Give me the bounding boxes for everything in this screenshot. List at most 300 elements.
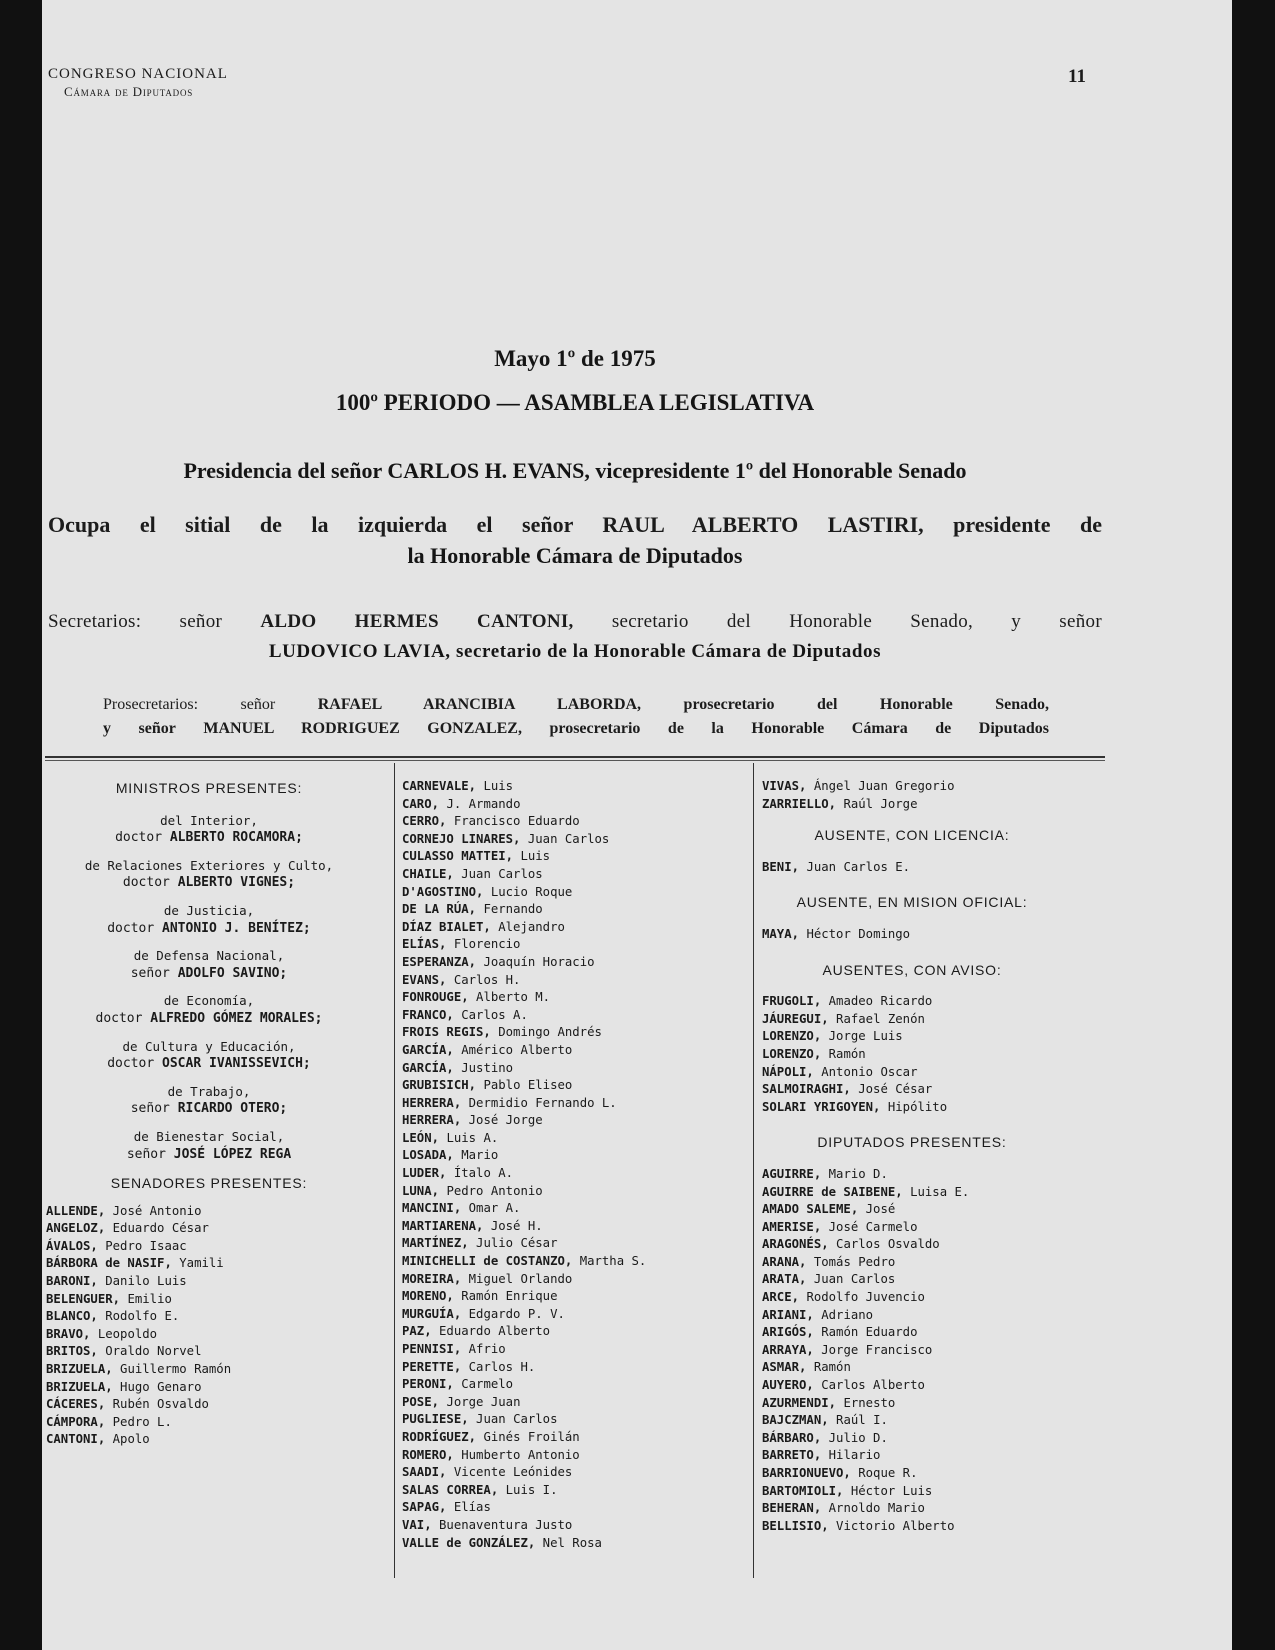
- surname: LUNA,: [402, 1183, 440, 1198]
- given-name: Eduardo Alberto: [439, 1324, 551, 1339]
- secretaries-line-2: [48, 641, 1102, 663]
- surname: BELENGUER,: [46, 1291, 121, 1306]
- minister-line: [46, 1055, 372, 1073]
- minister-line: [46, 1010, 372, 1028]
- minister-title: señor: [126, 1146, 166, 1162]
- name-entry: [402, 1147, 742, 1165]
- name-entry: [402, 1024, 742, 1042]
- surname: LORENZO,: [762, 1046, 822, 1061]
- name-entry: [762, 1307, 1062, 1325]
- surname: SAPAG,: [402, 1500, 447, 1515]
- surname: LUDER,: [402, 1166, 447, 1181]
- name-entry: [402, 1411, 742, 1429]
- name-entry: [46, 1343, 372, 1361]
- minister-title: doctor: [107, 1056, 155, 1072]
- name-entry: [402, 1253, 742, 1271]
- surname: MARTIARENA,: [402, 1218, 484, 1233]
- given-name: Edgardo P. V.: [468, 1306, 565, 1321]
- minister-name: OSCAR IVANISSEVICH;: [162, 1056, 311, 1072]
- name-entry: [762, 1166, 1062, 1184]
- minister-name: ANTONIO J. BENÍTEZ;: [162, 920, 311, 936]
- name-entry: [402, 1359, 742, 1377]
- minister-title: señor: [130, 1101, 170, 1117]
- given-name: José Carmelo: [828, 1219, 918, 1234]
- name-entry: [762, 1011, 1062, 1029]
- name-entry: [762, 1395, 1062, 1413]
- surname: SAADI,: [402, 1465, 447, 1480]
- session-period: 100º PERIODO — ASAMBLEA LEGISLATIVA: [335, 390, 815, 415]
- secretary-1: ALDO HERMES CANTONI,: [260, 611, 574, 632]
- name-entry: [46, 1220, 372, 1238]
- name-entry: [762, 1342, 1062, 1360]
- prosecretaries-end: prosecretario de la Honorable Cámara de Diputados: [549, 720, 1050, 737]
- surname: AZURMENDI,: [762, 1395, 837, 1410]
- name-entry: [402, 1235, 742, 1253]
- surname: CHAILE,: [402, 866, 454, 881]
- page-number: 11: [1068, 66, 1086, 87]
- name-entry: [402, 1218, 742, 1236]
- given-name: José César: [858, 1082, 933, 1097]
- name-entry: [762, 1500, 1062, 1518]
- minister-entry: [46, 1083, 372, 1118]
- name-entry: [762, 1028, 1062, 1046]
- given-name: Eduardo César: [112, 1221, 209, 1236]
- given-name: José: [865, 1202, 896, 1217]
- surname: PERETTE,: [402, 1359, 462, 1374]
- minister-entry: [46, 992, 372, 1027]
- name-entry: [46, 1203, 372, 1221]
- given-name: Emilio: [127, 1291, 172, 1306]
- absent-notice-heading: AUSENTES, CON AVISO:: [822, 961, 1002, 978]
- prosecretaries-label: Prosecretarios: señor: [103, 696, 276, 713]
- name-entry: [762, 1099, 1062, 1117]
- given-name: Mario D.: [828, 1166, 888, 1181]
- ministry: de Trabajo,: [167, 1083, 251, 1099]
- surname: AMERISE,: [762, 1219, 822, 1234]
- given-name: Oraldo Norvel: [105, 1344, 202, 1359]
- given-name: Juan Carlos: [476, 1412, 558, 1427]
- minister-entry: [46, 1038, 372, 1073]
- given-name: Raúl I.: [836, 1413, 888, 1428]
- given-name: Carlos Alberto: [821, 1378, 925, 1393]
- name-entry: [762, 778, 1062, 796]
- name-entry: [402, 1306, 742, 1324]
- minister-entry: [46, 857, 372, 892]
- name-entry: [46, 1308, 372, 1326]
- name-entry: [402, 1429, 742, 1447]
- name-entry: [762, 1064, 1062, 1082]
- minister-entry: [46, 812, 372, 847]
- surname: CULASSO MATTEI,: [402, 849, 514, 864]
- given-name: Fernando: [483, 902, 543, 917]
- left-seat-line-1: Ocupa el sitial de la izquierda el señor RAUL ALBERTO LASTIRI, presidente de: [48, 512, 1102, 537]
- deputies-heading: DIPUTADOS PRESENTES:: [817, 1134, 1007, 1151]
- absent-mission-list: [762, 926, 1062, 944]
- name-entry: [762, 1289, 1062, 1307]
- prosecretaries-y: y señor: [103, 720, 176, 737]
- surname: FROIS REGIS,: [402, 1025, 491, 1040]
- senators-list-2: [402, 778, 742, 1552]
- minister-name: ALFREDO GÓMEZ MORALES;: [150, 1010, 323, 1026]
- surname: MARTÍNEZ,: [402, 1236, 469, 1251]
- surname: PAZ,: [402, 1324, 432, 1339]
- name-entry: [402, 1447, 742, 1465]
- surname: AUYERO,: [762, 1378, 814, 1393]
- surname: VAI,: [402, 1517, 432, 1532]
- prosecretaries-line-2: [103, 720, 1049, 738]
- name-entry: [46, 1361, 372, 1379]
- minister-name: JOSÉ LÓPEZ REGA: [173, 1146, 292, 1162]
- surname: CARO,: [402, 796, 440, 811]
- given-name: Hipólito: [887, 1099, 948, 1114]
- absent-leave-heading: AUSENTE, CON LICENCIA:: [814, 827, 1010, 844]
- surname: BENI,: [762, 859, 800, 874]
- minister-entry: [46, 947, 372, 982]
- column-1: [46, 776, 372, 1449]
- surname: POSE,: [402, 1394, 440, 1409]
- surname: FRUGOLI,: [762, 994, 822, 1009]
- minister-line: [46, 1100, 372, 1118]
- name-entry: [762, 1219, 1062, 1237]
- given-name: Afrio: [468, 1342, 506, 1356]
- surname: RODRÍGUEZ,: [402, 1429, 477, 1444]
- name-entry: [46, 1255, 372, 1273]
- name-entry: [762, 1254, 1062, 1272]
- surname: MURGUÍA,: [402, 1306, 462, 1321]
- given-name: Victorio Alberto: [836, 1518, 955, 1533]
- given-name: Pedro Antonio: [446, 1183, 543, 1198]
- name-entry: [402, 866, 742, 884]
- surname: ÁVALOS,: [46, 1238, 98, 1253]
- surname: DE LA RÚA,: [402, 902, 477, 917]
- column-3: [762, 778, 1062, 1535]
- surname: BELLISIO,: [762, 1518, 829, 1533]
- surname: LOSADA,: [402, 1148, 454, 1163]
- name-entry: [46, 1379, 372, 1397]
- given-name: Florencio: [453, 937, 521, 952]
- given-name: Martha S.: [579, 1254, 647, 1269]
- given-name: Arnoldo Mario: [828, 1501, 925, 1516]
- name-entry: [762, 1518, 1062, 1536]
- surname: BÁRBARO,: [762, 1430, 822, 1445]
- name-entry: [402, 1060, 742, 1078]
- surname: CARNEVALE,: [402, 779, 477, 793]
- surname: ARATA,: [762, 1272, 807, 1287]
- prosecretaries-line-1: [103, 696, 1049, 714]
- given-name: Antonio Oscar: [821, 1064, 918, 1079]
- given-name: Vicente Leónides: [453, 1465, 573, 1480]
- secretaries-mid: secretario del Honorable Senado, y señor: [611, 611, 1102, 632]
- name-entry: [762, 1430, 1062, 1448]
- surname: BLANCO,: [46, 1309, 98, 1324]
- given-name: Jorge Juan: [446, 1394, 521, 1409]
- name-entry: [762, 1377, 1062, 1395]
- surname: BRITOS,: [46, 1344, 98, 1359]
- secretaries-end: secretario de la Honorable Cámara de Diputados: [455, 641, 882, 662]
- name-entry: [46, 1431, 372, 1449]
- given-name: Roque R.: [858, 1466, 918, 1480]
- name-entry: [402, 813, 742, 831]
- minister-title: doctor: [107, 920, 155, 936]
- name-entry: [762, 796, 1062, 814]
- given-name: José Jorge: [468, 1113, 543, 1128]
- absent-mission-heading: AUSENTE, EN MISION OFICIAL:: [796, 894, 1028, 911]
- given-name: Luis A.: [446, 1130, 499, 1145]
- given-name: Domingo Andrés: [498, 1025, 602, 1040]
- minister-name: ADOLFO SAVINO;: [177, 965, 288, 981]
- name-entry: [402, 1271, 742, 1289]
- given-name: Luisa E.: [910, 1184, 970, 1199]
- name-entry: [402, 796, 742, 814]
- name-entry: [402, 1482, 742, 1500]
- surname: SOLARI YRIGOYEN,: [762, 1099, 881, 1114]
- name-entry: [46, 1414, 372, 1432]
- name-entry: [402, 1323, 742, 1341]
- surname: D'AGOSTINO,: [402, 884, 484, 899]
- name-entry: [402, 1288, 742, 1306]
- surname: JÁUREGUI,: [762, 1011, 829, 1026]
- ministry: de Defensa Nacional,: [133, 948, 285, 964]
- secretaries-line-1: [48, 611, 1102, 633]
- ministers-list: [46, 812, 372, 1164]
- given-name: Luis: [520, 849, 551, 864]
- surname: SALMOIRAGHI,: [762, 1082, 851, 1097]
- surname: BARONI,: [46, 1274, 98, 1289]
- name-entry: [762, 1081, 1062, 1099]
- surname: BRAVO,: [46, 1326, 91, 1341]
- name-entry: [402, 1464, 742, 1482]
- name-entry: [762, 1271, 1062, 1289]
- surname: BARRIONUEVO,: [762, 1466, 851, 1480]
- surname: CORNEJO LINARES,: [402, 831, 521, 846]
- given-name: Pedro L.: [112, 1414, 172, 1429]
- name-entry: [402, 831, 742, 849]
- given-name: Danilo Luis: [105, 1274, 187, 1289]
- surname: CÁCERES,: [46, 1397, 106, 1412]
- absent-leave-list: [762, 859, 1062, 877]
- name-entry: [46, 1273, 372, 1291]
- name-entry: [402, 848, 742, 866]
- name-entry: [762, 1201, 1062, 1219]
- surname: DÍAZ BIALET,: [402, 919, 491, 934]
- name-entry: [402, 1165, 742, 1183]
- given-name: Guillermo Ramón: [120, 1362, 232, 1377]
- surname: BRIZUELA,: [46, 1379, 113, 1394]
- presidency-line: Presidencia del señor CARLOS H. EVANS, vicepresidente 1º del Honorable Senado: [183, 458, 967, 483]
- given-name: Rafael Zenón: [836, 1011, 925, 1026]
- name-entry: [402, 1517, 742, 1535]
- name-entry: [402, 1200, 742, 1218]
- surname: PERONI,: [402, 1377, 454, 1392]
- minister-name: ALBERTO VIGNES;: [177, 875, 296, 891]
- given-name: Pedro Isaac: [105, 1238, 187, 1253]
- surname: GRUBISICH,: [402, 1078, 477, 1093]
- given-name: Mario: [461, 1148, 499, 1163]
- senators-list-3: [762, 778, 1062, 813]
- surname: MOREIRA,: [402, 1271, 462, 1286]
- name-entry: [402, 778, 742, 796]
- name-entry: [762, 993, 1062, 1011]
- given-name: Hilario: [828, 1448, 881, 1463]
- name-entry: [762, 859, 1062, 877]
- name-entry: [402, 1376, 742, 1394]
- surname: GARCÍA,: [402, 1060, 454, 1075]
- surname: ANGELOZ,: [46, 1221, 106, 1236]
- given-name: Elías: [453, 1500, 491, 1515]
- given-name: Dermidio Fernando L.: [468, 1095, 617, 1110]
- given-name: Leopoldo: [97, 1326, 158, 1341]
- given-name: Ítalo A.: [453, 1166, 514, 1181]
- minister-title: doctor: [122, 875, 170, 891]
- given-name: Héctor Domingo: [806, 926, 911, 941]
- prosecretaries-mid: prosecretario del Honorable Senado,: [683, 696, 1050, 713]
- given-name: Justino: [461, 1060, 514, 1075]
- header-org: CONGRESO NACIONAL: [48, 66, 228, 82]
- ministry: de Economía,: [163, 993, 255, 1009]
- surname: VALLE de GONZÁLEZ,: [402, 1535, 536, 1550]
- given-name: Juan Carlos E.: [806, 859, 911, 874]
- given-name: Alberto M.: [476, 990, 551, 1005]
- minister-name: ALBERTO ROCAMORA;: [169, 830, 303, 846]
- surname: AMADO SALEME,: [762, 1202, 859, 1217]
- divider-rule-thin: [45, 760, 1105, 761]
- given-name: José Antonio: [112, 1203, 202, 1218]
- minister-name: RICARDO OTERO;: [177, 1101, 288, 1117]
- minister-line: [46, 920, 372, 938]
- given-name: Ángel Juan Gregorio: [813, 779, 955, 793]
- surname: PUGLIESE,: [402, 1412, 469, 1427]
- surname: ASMAR,: [762, 1360, 807, 1375]
- secretary-2: LUDOVICO LAVIA,: [268, 641, 451, 662]
- surname: BEHERAN,: [762, 1501, 822, 1516]
- name-entry: [402, 1499, 742, 1517]
- name-entry: [402, 919, 742, 937]
- surname: LORENZO,: [762, 1029, 822, 1044]
- surname: MANCINI,: [402, 1201, 462, 1216]
- surname: ALLENDE,: [46, 1203, 106, 1218]
- surname: NÁPOLI,: [762, 1064, 814, 1079]
- session-date: Mayo 1º de 1975: [494, 346, 656, 371]
- given-name: Tomás Pedro: [813, 1254, 896, 1269]
- running-header: [48, 66, 228, 100]
- given-name: Raúl Jorge: [843, 796, 918, 811]
- given-name: Ramón Enrique: [461, 1289, 558, 1304]
- header-chamber: Cámara de Diputados: [64, 84, 194, 99]
- surname: PENNISI,: [402, 1342, 462, 1356]
- surname: ARCE,: [762, 1290, 800, 1305]
- given-name: Francisco Eduardo: [453, 814, 580, 829]
- given-name: Julio César: [476, 1236, 558, 1251]
- name-entry: [402, 1095, 742, 1113]
- given-name: José H.: [490, 1218, 543, 1233]
- surname: CANTONI,: [46, 1432, 106, 1447]
- minister-title: doctor: [115, 830, 163, 846]
- surname: ARANA,: [762, 1254, 807, 1269]
- given-name: Joaquín Horacio: [483, 954, 595, 969]
- given-name: Carlos H.: [453, 972, 521, 987]
- ministry: de Justicia,: [163, 902, 255, 918]
- surname: AGUIRRE de SAIBENE,: [762, 1184, 903, 1199]
- surname: ARAGONÉS,: [762, 1237, 829, 1252]
- given-name: Nel Rosa: [542, 1535, 602, 1550]
- left-seat-line-2: la Honorable Cámara de Diputados: [407, 543, 743, 568]
- surname: BAJCZMAN,: [762, 1413, 829, 1428]
- given-name: Lucio Roque: [490, 884, 573, 899]
- ministers-heading: MINISTROS PRESENTES:: [115, 780, 303, 796]
- surname: ROMERO,: [402, 1447, 454, 1462]
- column-divider-2: [753, 763, 754, 1578]
- surname: ARIGÓS,: [762, 1325, 814, 1340]
- column-divider-1: [394, 763, 395, 1578]
- given-name: Jorge Francisco: [821, 1342, 933, 1357]
- given-name: Amadeo Ricardo: [828, 994, 933, 1009]
- given-name: Carmelo: [461, 1377, 514, 1392]
- surname: ESPERANZA,: [402, 954, 477, 969]
- surname: BARRETO,: [762, 1448, 822, 1463]
- name-entry: [402, 1535, 742, 1553]
- surname: SALAS CORREA,: [402, 1482, 499, 1497]
- senators-list-1: [46, 1203, 372, 1449]
- surname: MAYA,: [762, 926, 800, 941]
- minister-line: [46, 1146, 372, 1164]
- ministry: de Bienestar Social,: [133, 1128, 285, 1144]
- name-entry: [402, 936, 742, 954]
- given-name: Humberto Antonio: [461, 1447, 580, 1462]
- ministry: de Relaciones Exteriores y Culto,: [84, 857, 334, 873]
- surname: HERRERA,: [402, 1095, 462, 1110]
- surname: LEÓN,: [402, 1130, 440, 1145]
- given-name: Buenaventura Justo: [439, 1517, 573, 1532]
- name-entry: [402, 1112, 742, 1130]
- given-name: Rubén Osvaldo: [112, 1397, 209, 1412]
- name-entry: [402, 954, 742, 972]
- given-name: Ernesto: [843, 1395, 896, 1410]
- given-name: Ramón Eduardo: [821, 1325, 918, 1340]
- ministry: del Interior,: [160, 812, 258, 828]
- name-entry: [46, 1291, 372, 1309]
- given-name: Adriano: [821, 1307, 874, 1322]
- given-name: Rodolfo E.: [105, 1309, 180, 1324]
- given-name: Ramón: [828, 1046, 866, 1061]
- minister-line: [46, 874, 372, 892]
- name-entry: [402, 1341, 742, 1359]
- given-name: Miguel Orlando: [468, 1271, 573, 1286]
- ministry: de Cultura y Educación,: [122, 1038, 296, 1054]
- given-name: Yamili: [179, 1256, 224, 1271]
- given-name: Omar A.: [468, 1201, 521, 1216]
- surname: ELÍAS,: [402, 937, 447, 952]
- given-name: Apolo: [112, 1432, 150, 1447]
- name-entry: [402, 1394, 742, 1412]
- given-name: Carlos Osvaldo: [836, 1237, 940, 1252]
- secretaries-label: Secretarios: señor: [48, 611, 223, 632]
- given-name: Pablo Eliseo: [483, 1078, 573, 1093]
- divider-rule: [45, 756, 1105, 758]
- column-2: [402, 778, 742, 1552]
- surname: CERRO,: [402, 814, 447, 829]
- given-name: Alejandro: [498, 919, 565, 934]
- surname: ARRAYA,: [762, 1342, 814, 1357]
- name-entry: [402, 1130, 742, 1148]
- given-name: Carlos H.: [468, 1359, 536, 1374]
- given-name: Américo Alberto: [461, 1042, 573, 1057]
- surname: HERRERA,: [402, 1113, 462, 1128]
- surname: MORENO,: [402, 1289, 454, 1304]
- given-name: Héctor Luis: [850, 1483, 933, 1498]
- given-name: Juan Carlos: [813, 1272, 896, 1287]
- surname: ZARRIELLO,: [762, 796, 837, 811]
- name-entry: [762, 1359, 1062, 1377]
